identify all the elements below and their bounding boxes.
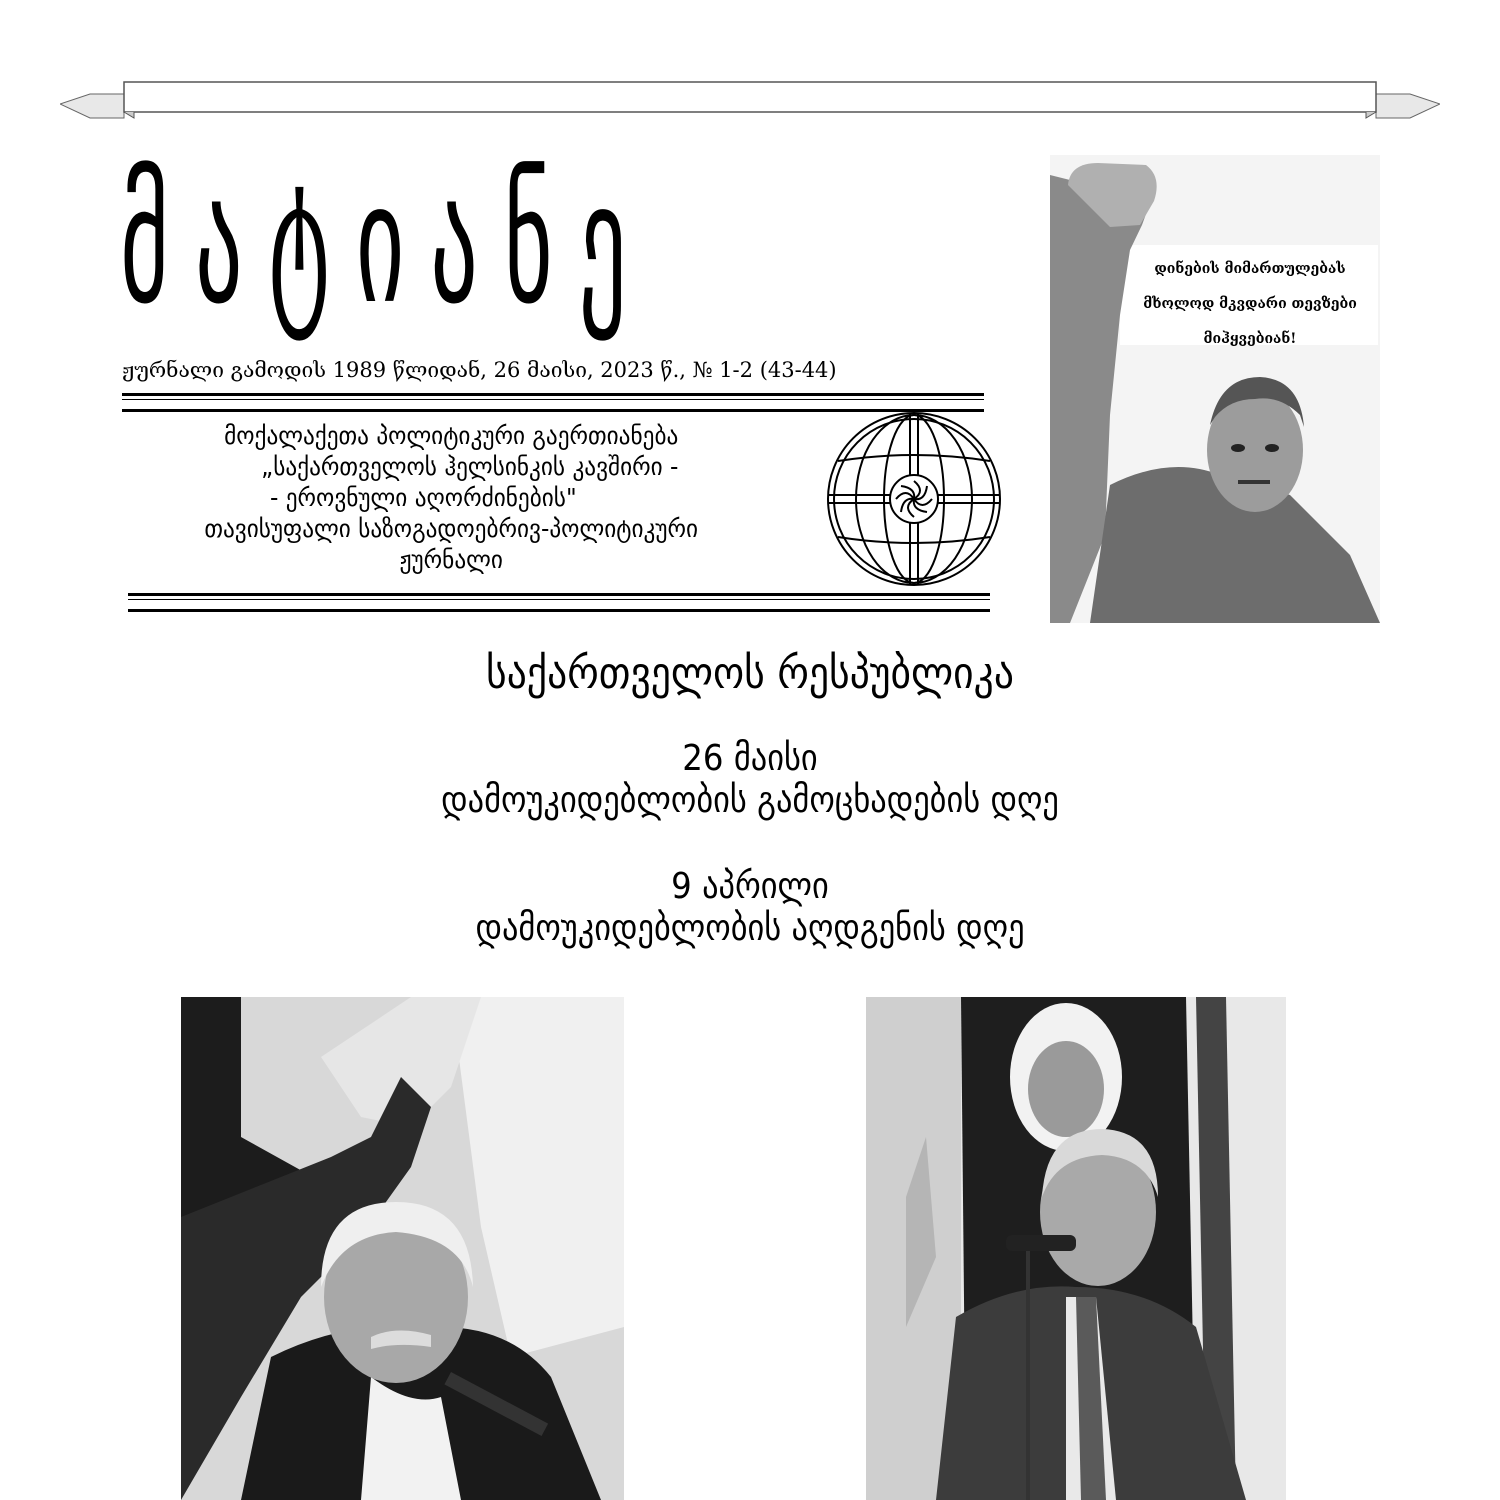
holiday-block	[345, 866, 1155, 950]
headline-republic: საქართველოს რესპუბლიკა	[486, 648, 1014, 699]
organization-line: - ეროვნული აღორძინების"	[269, 483, 577, 512]
organization-line: ჟურნალი	[399, 545, 503, 574]
globe-emblem-icon	[826, 411, 1002, 587]
holiday-date: 9 აპრილი	[671, 866, 829, 907]
quote-line: მხოლოდ მკვდარი თევზები	[1143, 296, 1357, 312]
speaker-microphone-photo	[866, 997, 1286, 1500]
quote-line: დინების მიმართულებას	[1154, 261, 1346, 277]
quote-caption	[1120, 252, 1380, 357]
organization-line: მოქალაქეთა პოლიტიკური გაერთიანება	[224, 421, 679, 450]
divider-rule	[128, 593, 990, 612]
holiday-block	[345, 738, 1155, 822]
quote-line: მიჰყვებიან!	[1203, 331, 1297, 347]
divider-rule	[122, 393, 984, 412]
portrait-raised-fist-photo	[1050, 155, 1380, 623]
issue-line: ჟურნალი გამოდის 1989 წლიდან, 26 მაისი, 2023 წ., № 1-2 (43-44)	[122, 358, 837, 382]
holiday-title: დამოუკიდებლობის გამოცხადების დღე	[441, 780, 1059, 821]
organization-line: თავისუფალი საზოგადოებრივ-პოლიტიკური	[204, 514, 699, 543]
ribbon-banner	[60, 78, 1440, 122]
masthead-title: მატიანე	[120, 145, 653, 341]
organization-block	[135, 420, 767, 575]
holiday-title: დამოუკიდებლობის აღდგენის დღე	[475, 908, 1025, 949]
organization-line: „საქართველოს ჰელსინკის კავშირი -	[261, 452, 679, 481]
holiday-date: 26 მაისი	[682, 738, 818, 779]
speaker-raised-hand-photo	[181, 997, 624, 1500]
